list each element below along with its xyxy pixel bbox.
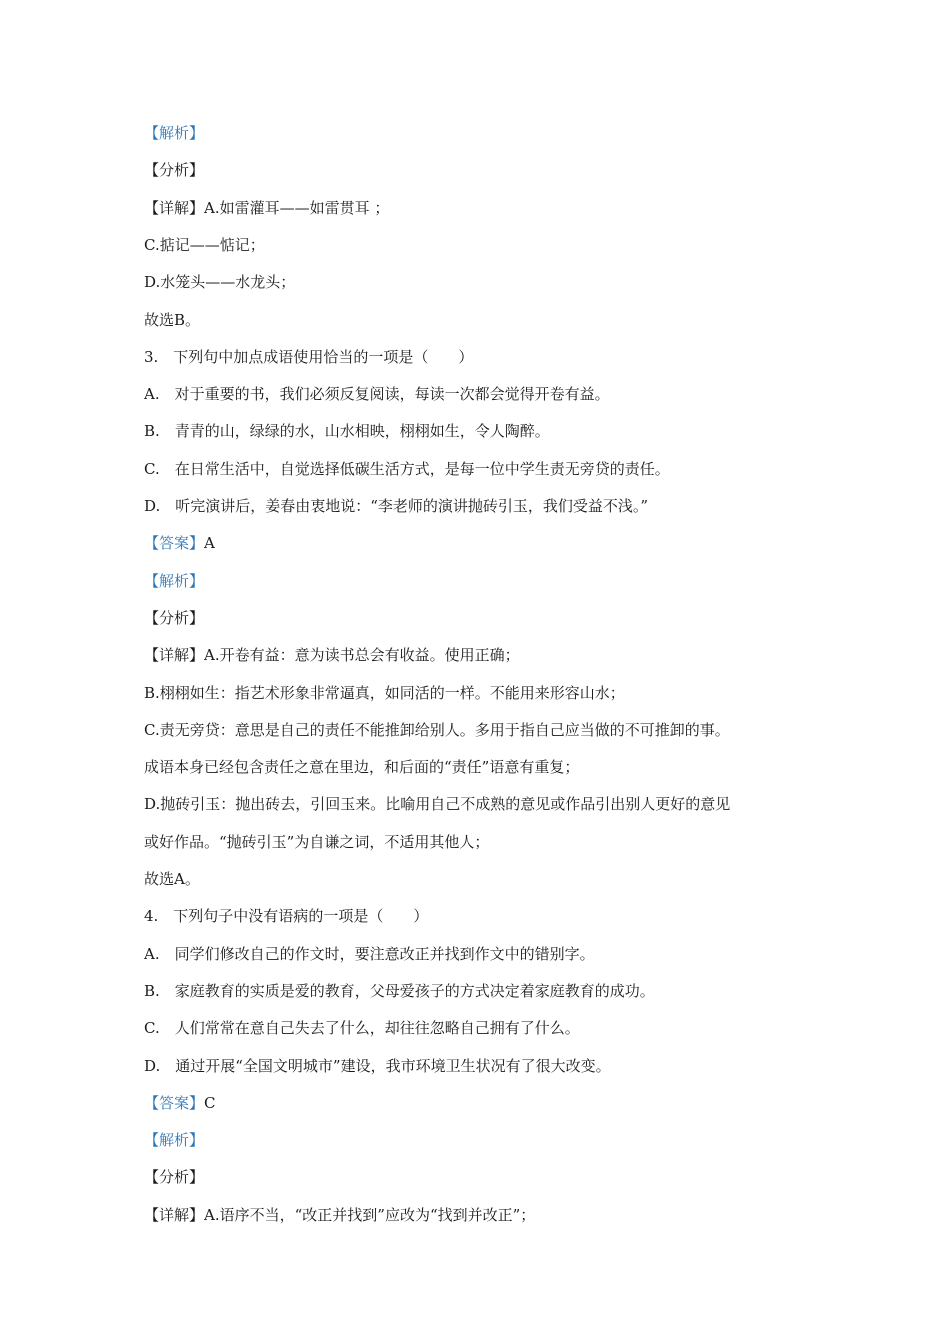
text-line	[144, 459, 824, 479]
text-line	[144, 683, 824, 703]
line-text: D. 通过开展“全国文明城市”建设，我市环境卫生状况有了很大改变。	[144, 1057, 611, 1075]
text-line	[144, 944, 824, 964]
text-line	[144, 608, 824, 628]
section-tag: 【解析】	[144, 124, 205, 142]
line-text: 成语本身已经包含责任之意在里边，和后面的“责任”语意有重复；	[144, 758, 580, 776]
text-line	[144, 645, 824, 665]
section-tag: 【答案】	[144, 534, 205, 552]
text-line	[144, 198, 824, 218]
text-line	[144, 123, 824, 143]
line-text: B.栩栩如生：指艺术形象非常逼真，如同活的一样。不能用来形容山水；	[144, 684, 625, 702]
line-text: 或好作品。“抛砖引玉”为自谦之词，不适用其他人；	[144, 833, 490, 851]
text-line	[144, 533, 824, 553]
line-text: C.责无旁贷：意思是自己的责任不能推卸给别人。多用于指自己应当做的不可推卸的事。	[144, 721, 730, 739]
text-line	[144, 1093, 824, 1113]
text-line	[144, 496, 824, 516]
text-line	[144, 347, 824, 367]
line-text: C. 在日常生活中，自觉选择低碳生活方式，是每一位中学生责无旁贷的责任。	[144, 460, 670, 478]
text-line	[144, 757, 824, 777]
text-line	[144, 869, 824, 889]
section-tag: 【答案】	[144, 1094, 205, 1112]
text-line	[144, 1167, 824, 1187]
text-line	[144, 1205, 824, 1225]
line-text: 故选B。	[144, 311, 201, 329]
line-text: 故选A。	[144, 870, 200, 888]
section-tag: 【详解】	[144, 1206, 205, 1224]
text-line	[144, 720, 824, 740]
line-text: D.水笼头——水龙头；	[144, 273, 296, 291]
section-tag: 【详解】	[144, 646, 205, 664]
line-text: D. 听完演讲后，姜春由衷地说：“李老师的演讲抛砖引玉，我们受益不浅。”	[144, 497, 649, 515]
text-line	[144, 794, 824, 814]
text-line	[144, 1056, 824, 1076]
text-line	[144, 384, 824, 404]
line-text: C	[204, 1094, 216, 1112]
section-tag: 【解析】	[144, 572, 205, 590]
text-line	[144, 272, 824, 292]
line-text: 4. 下列句子中没有语病的一项是（ ）	[144, 907, 429, 925]
text-line	[144, 1018, 824, 1038]
section-tag: 【分析】	[144, 609, 205, 627]
text-line	[144, 160, 824, 180]
line-text: A.开卷有益：意为读书总会有收益。使用正确；	[204, 646, 520, 664]
section-tag: 【分析】	[144, 1168, 205, 1186]
line-text: 3. 下列句中加点成语使用恰当的一项是（ ）	[144, 348, 474, 366]
line-text: A. 同学们修改自己的作文时，要注意改正并找到作文中的错别字。	[144, 945, 595, 963]
line-text: D.抛砖引玉：抛出砖去，引回玉来。比喻用自己不成熟的意见或作品引出别人更好的意见	[144, 795, 731, 813]
text-line	[144, 310, 824, 330]
text-line	[144, 1130, 824, 1150]
line-text: B. 青青的山，绿绿的水，山水相映，栩栩如生，令人陶醉。	[144, 422, 550, 440]
text-line	[144, 235, 824, 255]
line-text: A. 对于重要的书，我们必须反复阅读，每读一次都会觉得开卷有益。	[144, 385, 610, 403]
line-text: A.语序不当，“改正并找到”应改为“找到并改正”；	[204, 1206, 536, 1224]
section-tag: 【分析】	[144, 161, 205, 179]
line-text: B. 家庭教育的实质是爱的教育，父母爱孩子的方式决定着家庭教育的成功。	[144, 982, 655, 1000]
text-line	[144, 981, 824, 1001]
line-text: C.掂记——惦记；	[144, 236, 265, 254]
section-tag: 【解析】	[144, 1131, 205, 1149]
line-text: A	[204, 534, 215, 552]
text-line	[144, 906, 824, 926]
text-line	[144, 421, 824, 441]
line-text: C. 人们常常在意自己失去了什么，却往往忽略自己拥有了什么。	[144, 1019, 580, 1037]
section-tag: 【详解】	[144, 199, 205, 217]
line-text: A.如雷灌耳——如雷贯耳 ；	[204, 199, 390, 217]
text-line	[144, 832, 824, 852]
text-line	[144, 571, 824, 591]
